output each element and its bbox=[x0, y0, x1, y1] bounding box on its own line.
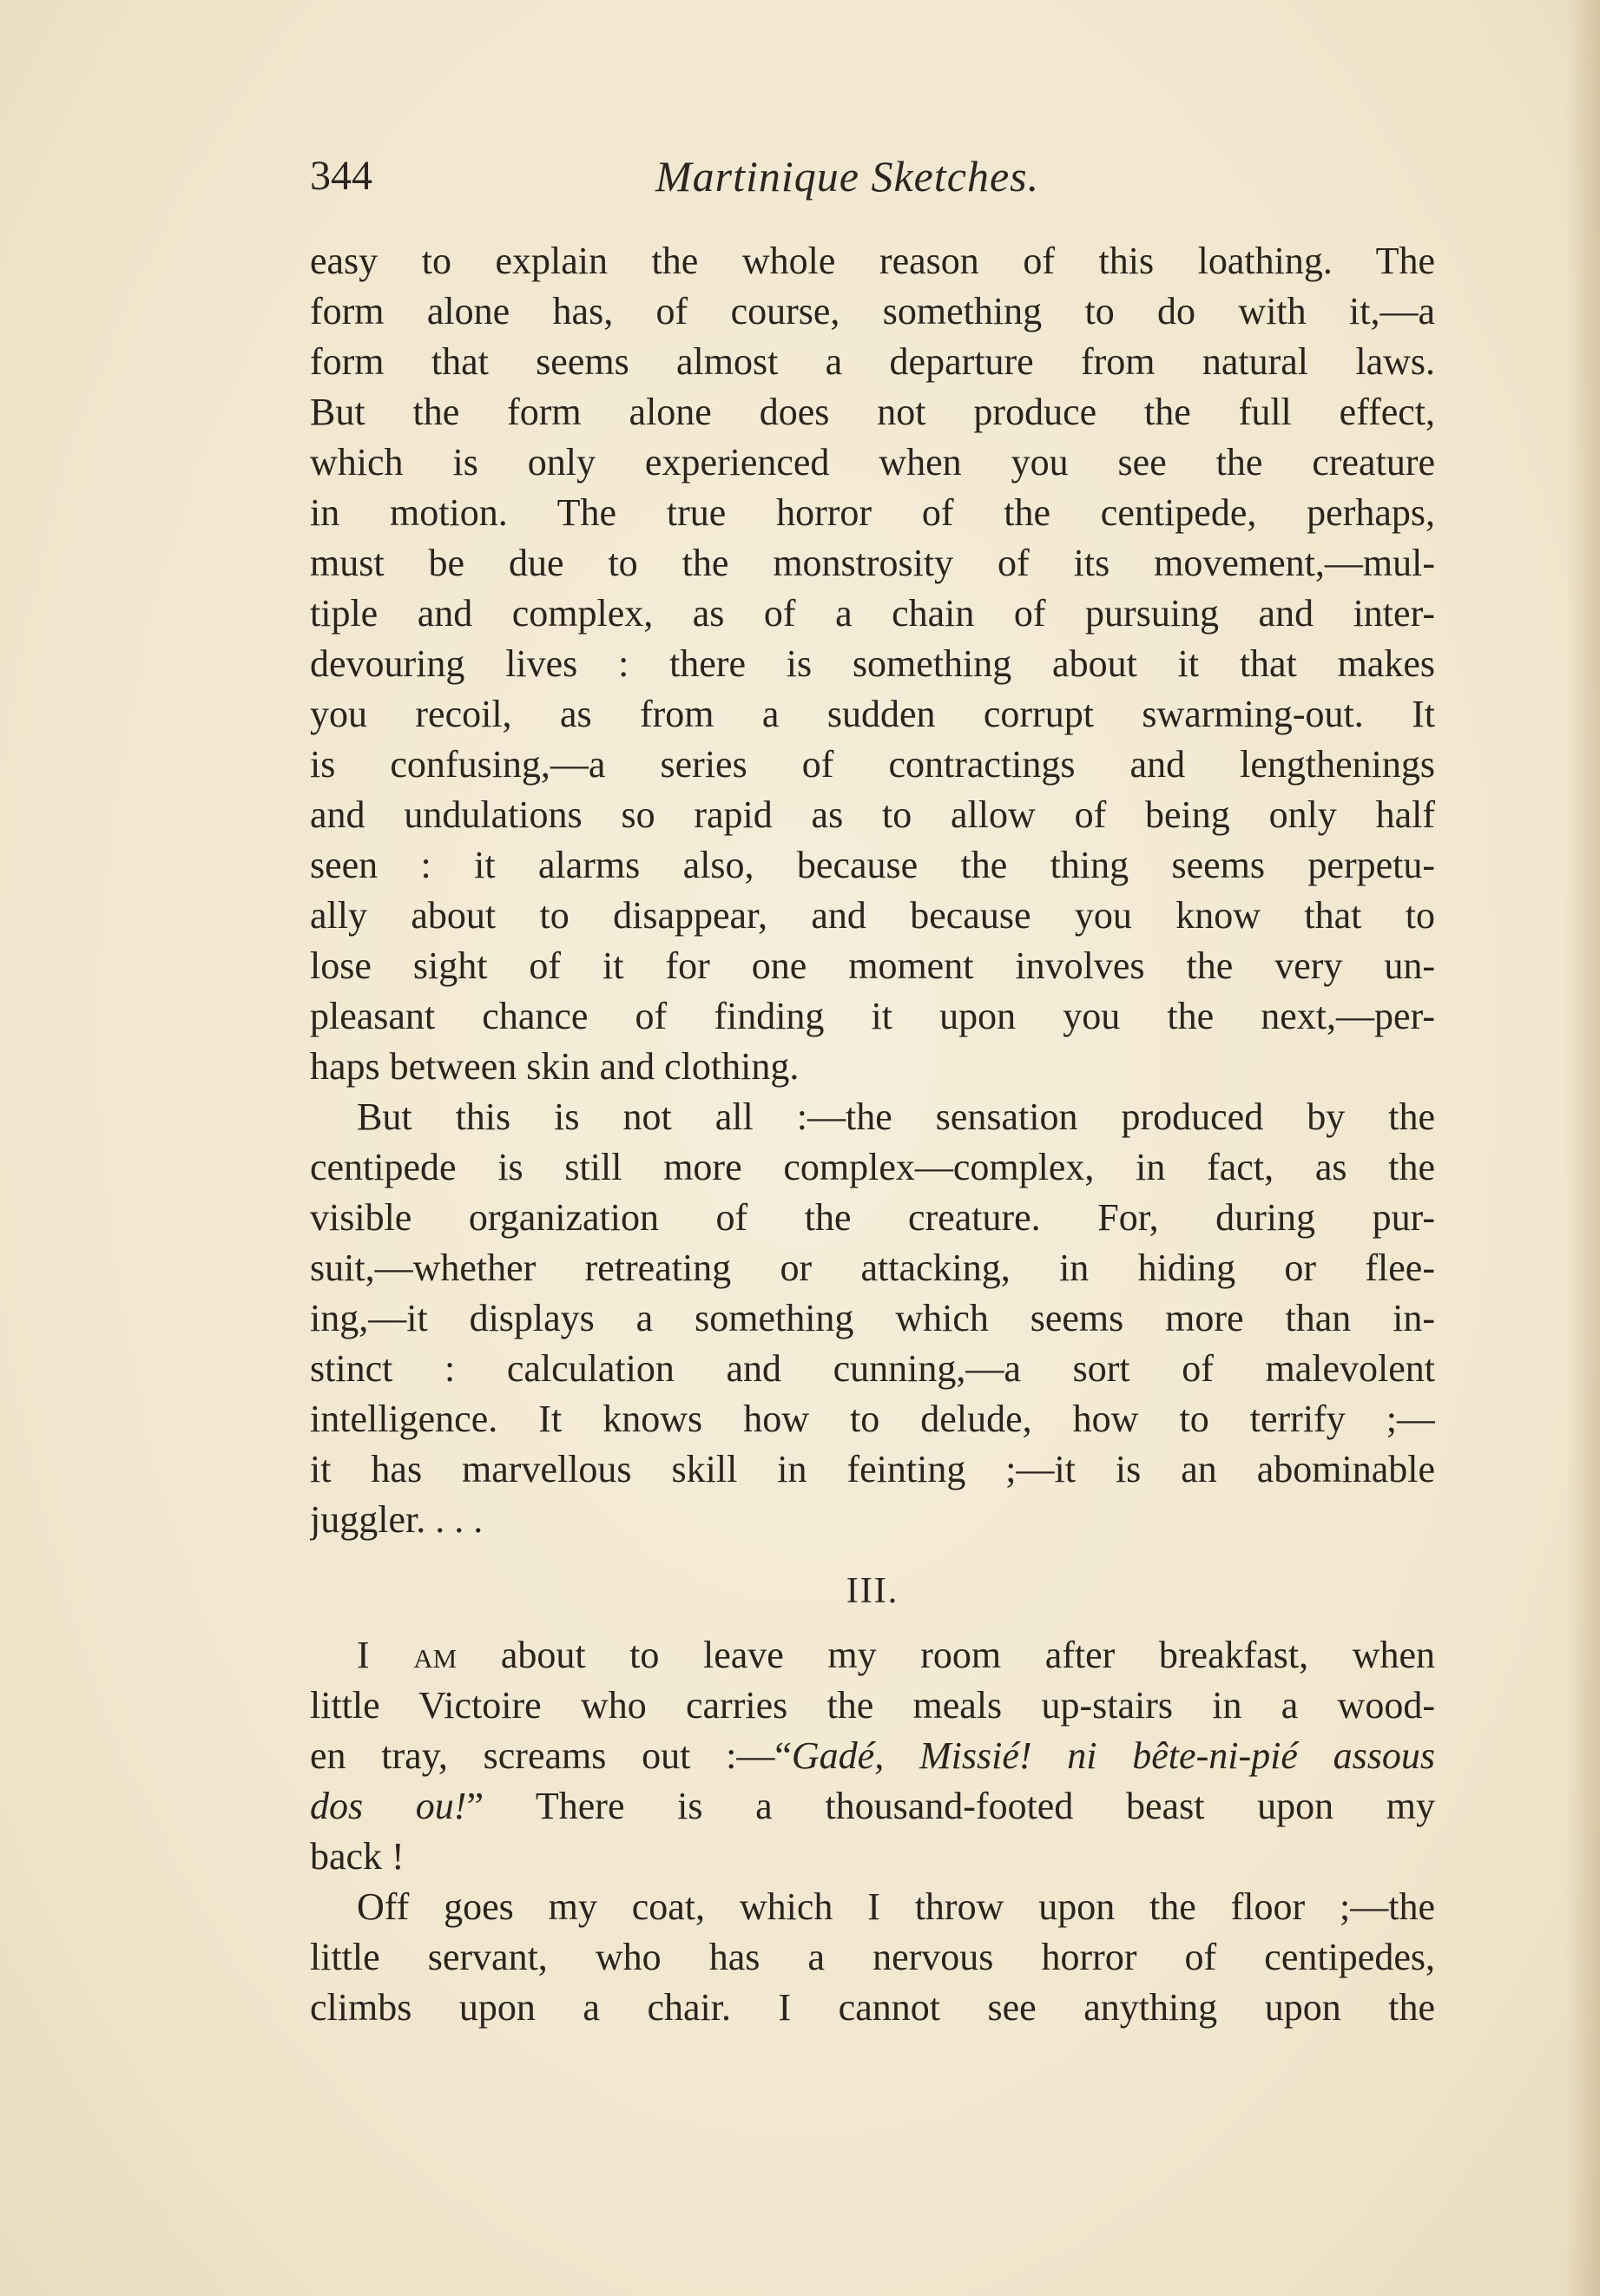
text-line: climbs upon a chair. I cannot see anything upon the bbox=[310, 1986, 1435, 2029]
text-line: you recoil, as from a sudden corrupt swarming-out. It bbox=[310, 693, 1435, 735]
body-text bbox=[310, 236, 1435, 2033]
text-line: tiple and complex, as of a chain of pursuing and inter- bbox=[310, 592, 1435, 635]
text-line: little Victoire who carries the meals up-stairs in a wood- bbox=[310, 1684, 1435, 1727]
text-line: in motion. The true horror of the centipede, perhaps, bbox=[310, 491, 1435, 534]
text-line: devouring lives : there is something about it that makes bbox=[310, 642, 1435, 685]
text-line bbox=[310, 1781, 1435, 1832]
text-line: pleasant chance of finding it upon you the next,—per- bbox=[310, 995, 1435, 1037]
page-number: 344 bbox=[310, 153, 372, 199]
text-line: form that seems almost a departure from natural laws. bbox=[310, 340, 1435, 383]
text-line: which is only experienced when you see the creature bbox=[310, 441, 1435, 484]
text-line: But the form alone does not produce the full effect, bbox=[310, 391, 1435, 433]
text-line bbox=[310, 1630, 1435, 1681]
paragraph-3 bbox=[310, 1630, 1435, 1882]
text-line bbox=[310, 1731, 1435, 1781]
text-line: form alone has, of course, something to do with it,—a bbox=[310, 290, 1435, 332]
text-line: it has marvellous skill in feinting ;—it is an abominable bbox=[310, 1448, 1435, 1490]
text-line: ing,—it displays a something which seems more than in- bbox=[310, 1297, 1435, 1339]
text-line: seen : it alarms also, because the thing seems perpetu- bbox=[310, 844, 1435, 886]
text-line: centipede is still more complex—complex, in fact, as the bbox=[310, 1146, 1435, 1188]
section-heading: III. bbox=[846, 1571, 899, 1611]
line-text: about to leave my room after breakfast, when bbox=[500, 1634, 1435, 1676]
text-line: lose sight of it for one moment involves the very un- bbox=[310, 944, 1435, 987]
book-title: Martinique Sketches. bbox=[655, 152, 1040, 201]
creole-quote: Gadé, Missié! ni bête-ni-pié assous bbox=[791, 1734, 1435, 1777]
small-caps-word: am bbox=[413, 1634, 458, 1676]
text-line: Off goes my coat, which I throw upon the floor ;—the bbox=[357, 1885, 1435, 1928]
text-line: must be due to the monstrosity of its movement,—mul- bbox=[310, 542, 1435, 584]
text-line: intelligence. It knows how to delude, how to terrify ;— bbox=[310, 1398, 1435, 1440]
text-line: back ! bbox=[310, 1835, 405, 1878]
drop-word: I bbox=[357, 1634, 370, 1676]
creole-quote: dos ou! bbox=[310, 1785, 467, 1827]
paragraph-4 bbox=[310, 1882, 1435, 2033]
paragraph-2 bbox=[310, 1092, 1435, 1545]
text-line: and undulations so rapid as to allow of being only half bbox=[310, 793, 1435, 836]
line-text: ” There is a thousand-footed beast upon my bbox=[466, 1785, 1435, 1827]
text-line: juggler. . . . bbox=[310, 1498, 484, 1541]
text-line: visible organization of the creature. For, during pur- bbox=[310, 1196, 1435, 1239]
text-line: haps between skin and clothing. bbox=[310, 1045, 800, 1088]
text-line: is confusing,—a series of contractings and lengthenings bbox=[310, 743, 1435, 786]
paragraph-1 bbox=[310, 236, 1435, 1092]
text-line: ally about to disappear, and because you know that to bbox=[310, 894, 1435, 937]
text-line: But this is not all :—the sensation produced by the bbox=[357, 1095, 1435, 1138]
text-line: easy to explain the whole reason of this loathing. The bbox=[310, 240, 1435, 282]
text-line: little servant, who has a nervous horror of centipedes, bbox=[310, 1936, 1435, 1978]
text-line: stinct : calculation and cunning,—a sort of malevolent bbox=[310, 1347, 1435, 1390]
text-line: suit,—whether retreating or attacking, in hiding or flee- bbox=[310, 1247, 1435, 1289]
running-head bbox=[310, 146, 1439, 207]
line-text: en tray, screams out :—“ bbox=[310, 1734, 792, 1777]
